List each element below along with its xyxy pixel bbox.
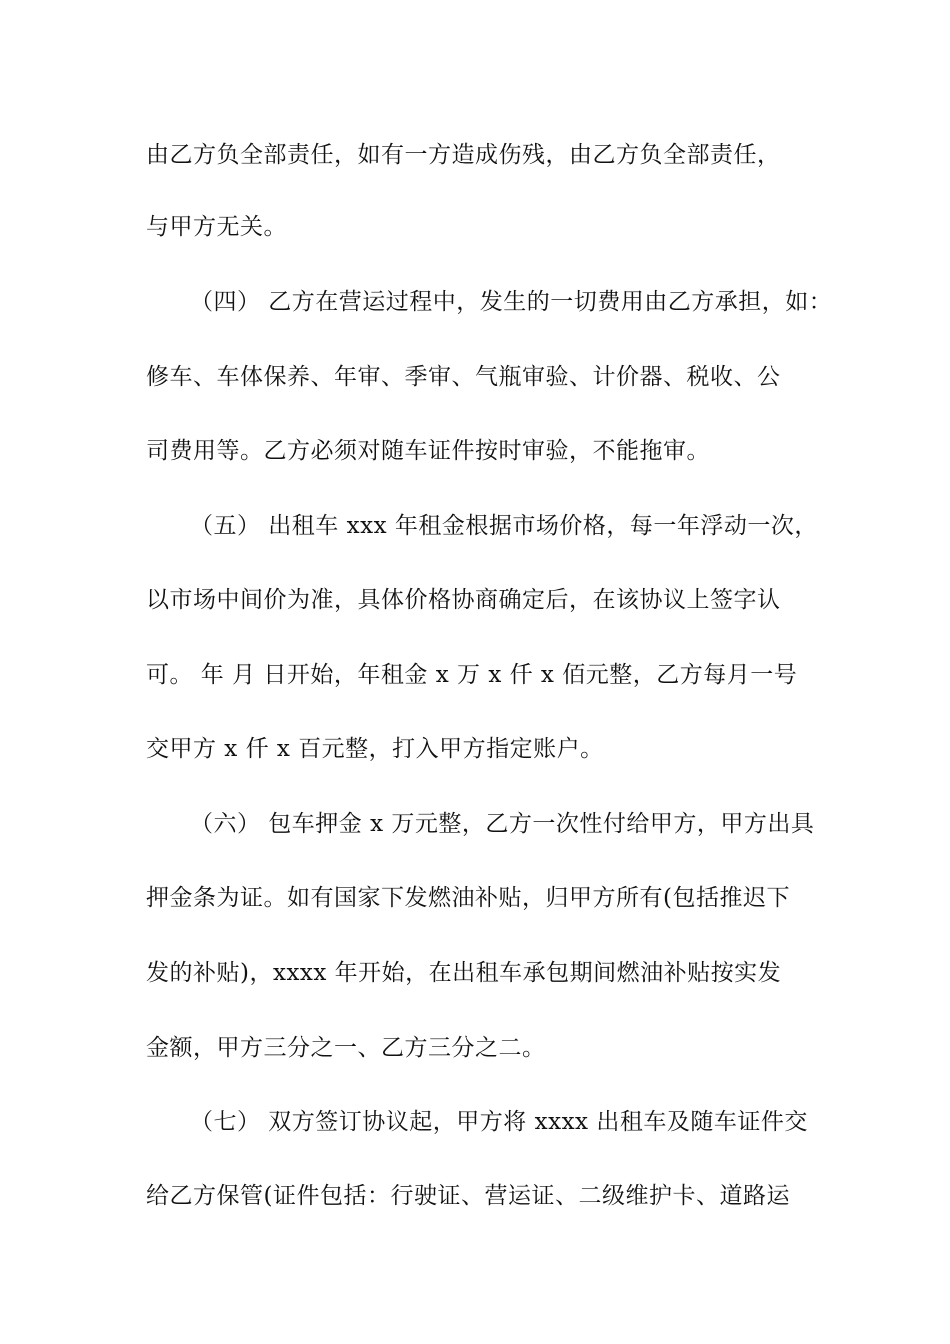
paragraph-six-start: （六） 包车押金 x 万元整，乙方一次性付给甲方，甲方出具 [190, 811, 815, 837]
text-line: 修车、车体保养、年审、季审、气瓶审验、计价器、税收、公 [146, 364, 781, 390]
text-line: 以市场中间价为准，具体价格协商确定后，在该协议上签字认 [146, 587, 781, 613]
text-line: 由乙方负全部责任，如有一方造成伤残，由乙方负全部责任， [146, 142, 781, 168]
text-line: 发的补贴)，xxxx 年开始，在出租车承包期间燃油补贴按实发 [146, 960, 782, 986]
text-line: 司费用等。乙方必须对随车证件按时审验，不能拖审。 [146, 438, 710, 464]
text-line: 给乙方保管(证件包括：行驶证、营运证、二级维护卡、道路运 [146, 1183, 790, 1209]
text-line: 押金条为证。如有国家下发燃油补贴，归甲方所有(包括推迟下 [146, 885, 790, 911]
text-line: 与甲方无关。 [146, 214, 287, 240]
paragraph-five-start: （五） 出租车 xxx 年租金根据市场价格，每一年浮动一次， [190, 513, 818, 539]
text-line: 交甲方 x 仟 x 百元整，打入甲方指定账户。 [146, 736, 604, 762]
text-line: 金额，甲方三分之一、乙方三分之二。 [146, 1035, 546, 1061]
paragraph-four-start: （四） 乙方在营运过程中，发生的一切费用由乙方承担，如： [190, 289, 833, 315]
paragraph-seven-start: （七） 双方签订协议起，甲方将 xxxx 出租车及随车证件交 [190, 1109, 808, 1135]
text-line: 可。 年 月 日开始，年租金 x 万 x 仟 x 佰元整，乙方每月一号 [146, 662, 798, 688]
